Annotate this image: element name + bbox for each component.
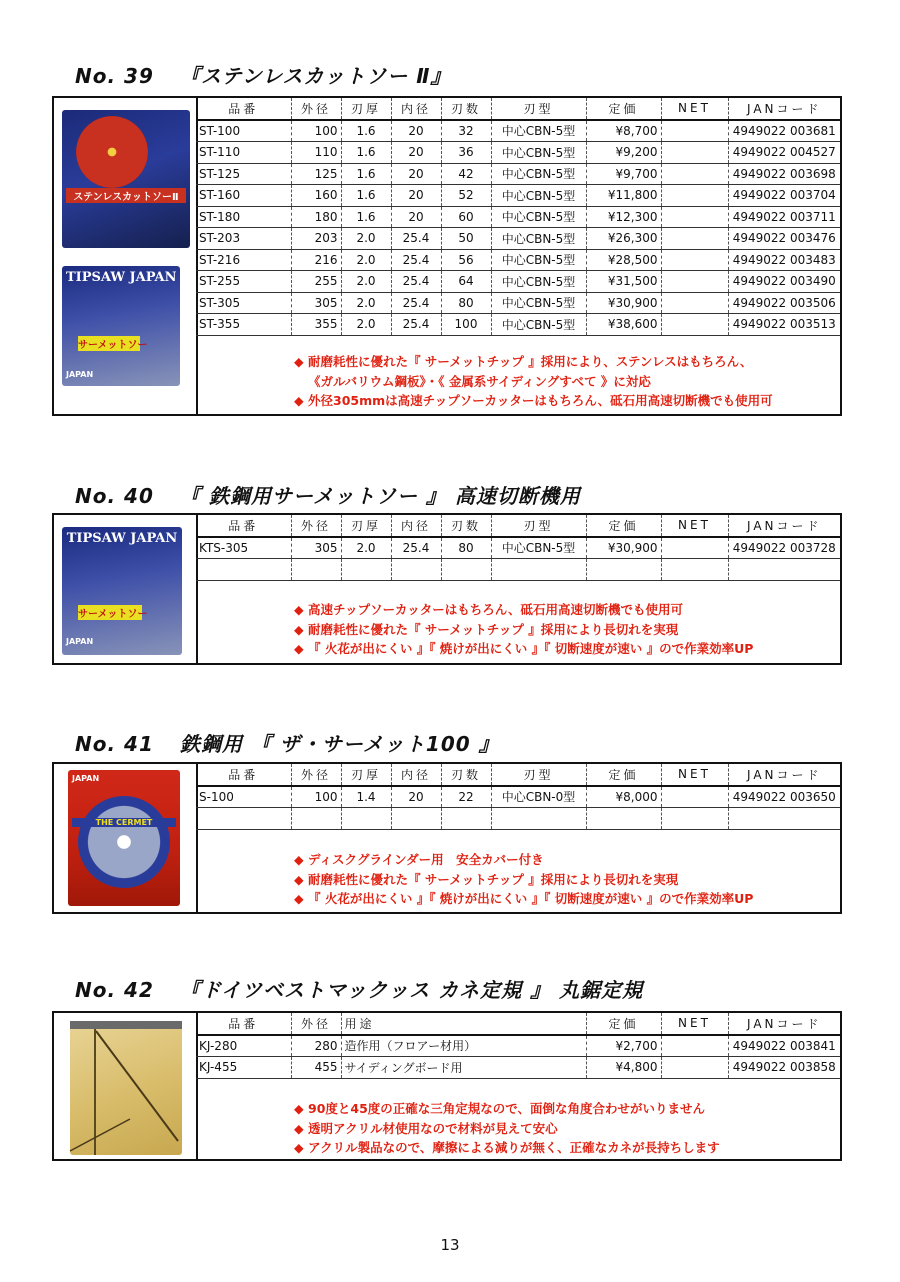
brand-label: TIPSAW JAPAN <box>66 270 177 285</box>
spec-rows <box>196 120 840 336</box>
feature-notes <box>294 1099 830 1158</box>
table-row <box>196 206 840 228</box>
table-cell: ST-110 <box>196 142 291 164</box>
product-box-41 <box>52 762 842 914</box>
table-cell <box>661 537 728 559</box>
table-cell: ST-125 <box>196 163 291 185</box>
col-header: 刃厚 <box>341 764 391 786</box>
table-cell: 2.0 <box>341 537 391 559</box>
table-cell: 1.6 <box>341 206 391 228</box>
col-header: 内径 <box>391 764 441 786</box>
col-header: 刃数 <box>441 764 491 786</box>
col-header: JANコード <box>728 764 840 786</box>
diamond-icon: ◆ <box>294 1101 304 1116</box>
saw-blade-icon <box>76 116 148 188</box>
diamond-icon: ◆ <box>294 602 304 617</box>
table-cell: 2.0 <box>341 314 391 336</box>
table-cell: 60 <box>441 206 491 228</box>
table-cell: ST-203 <box>196 228 291 250</box>
table-cell <box>196 808 291 830</box>
table-cell: 20 <box>391 206 441 228</box>
table-cell <box>661 1057 728 1079</box>
table-row <box>196 120 840 142</box>
note-item: ◆ 90度と45度の正確な三角定規なので、面倒な角度合わせがいりません <box>294 1099 830 1119</box>
package-label: THE CERMET <box>72 818 176 827</box>
table-cell <box>661 228 728 250</box>
col-header: 刃型 <box>491 98 586 120</box>
table-cell: 110 <box>291 142 341 164</box>
col-header: JANコード <box>728 515 840 537</box>
table-cell: 中心CBN-5型 <box>491 185 586 207</box>
table-cell: 4949022 003506 <box>728 292 840 314</box>
col-header: NET <box>661 1013 728 1035</box>
table-cell: 36 <box>441 142 491 164</box>
table-cell: 中心CBN-5型 <box>491 292 586 314</box>
section-heading <box>75 60 451 89</box>
diamond-icon: ◆ <box>294 871 304 887</box>
col-header: 刃数 <box>441 98 491 120</box>
table-cell: 25.4 <box>391 314 441 336</box>
saw-blade-icon <box>78 796 170 888</box>
table-cell: 中心CBN-5型 <box>491 163 586 185</box>
spec-table <box>196 1013 840 1079</box>
table-cell <box>196 559 291 581</box>
table-cell: 255 <box>291 271 341 293</box>
table-cell <box>661 1035 728 1057</box>
col-header: 定価 <box>586 764 661 786</box>
table-cell: 1.6 <box>341 185 391 207</box>
table-cell: ¥2,700 <box>586 1035 661 1057</box>
spec-rows <box>196 786 840 830</box>
diamond-icon: ◆ <box>294 641 304 656</box>
col-header: 品番 <box>196 98 291 120</box>
table-cell <box>661 185 728 207</box>
spec-rows <box>196 537 840 581</box>
table-row <box>196 271 840 293</box>
table-cell: 100 <box>291 786 341 808</box>
col-header: 内径 <box>391 98 441 120</box>
package-label: ステンレスカットソーⅡ <box>66 188 186 203</box>
table-cell <box>391 808 441 830</box>
diamond-icon: ◆ <box>294 621 304 637</box>
table-cell: 355 <box>291 314 341 336</box>
table-cell: 56 <box>441 249 491 271</box>
note-item: ◆ 『 火花が出にくい 』『 焼けが出にくい 』『 切断速度が速い 』ので作業効率UP <box>294 889 830 909</box>
table-cell: ST-305 <box>196 292 291 314</box>
table-cell: ¥8,700 <box>586 120 661 142</box>
table-cell: 4949022 003483 <box>728 249 840 271</box>
section-number: No. 41 <box>75 732 154 756</box>
spec-rows <box>196 1035 840 1079</box>
product-image-package <box>62 110 190 248</box>
diamond-icon: ◆ <box>294 354 304 369</box>
col-header: NET <box>661 98 728 120</box>
table-cell: 2.0 <box>341 249 391 271</box>
table-cell: 455 <box>291 1057 341 1079</box>
table-cell: ¥38,600 <box>586 314 661 336</box>
note-item: ◆ 『 火花が出にくい 』『 焼けが出にくい 』『 切断速度が速い 』ので作業効率UP <box>294 639 830 659</box>
diamond-icon: ◆ <box>294 393 304 408</box>
table-cell <box>391 559 441 581</box>
table-cell <box>341 559 391 581</box>
table-row <box>196 228 840 250</box>
package-label: サーメットソー <box>78 336 140 351</box>
table-cell: 4949022 003711 <box>728 206 840 228</box>
section-title: 『 鉄鋼用サーメットソー 』 高速切断機用 <box>180 484 581 508</box>
table-cell: 中心CBN-5型 <box>491 206 586 228</box>
page-number: 13 <box>440 1236 460 1254</box>
table-cell: 中心CBN-5型 <box>491 271 586 293</box>
product-photo <box>54 515 198 663</box>
section-number: No. 40 <box>75 484 154 508</box>
table-cell <box>441 808 491 830</box>
feature-notes <box>294 850 830 909</box>
table-cell <box>661 142 728 164</box>
product-photo <box>54 764 198 912</box>
table-cell: 4949022 003681 <box>728 120 840 142</box>
table-cell: ST-255 <box>196 271 291 293</box>
table-row <box>196 185 840 207</box>
table-cell: 造作用（フロアー材用） <box>341 1035 586 1057</box>
product-image-package <box>68 770 180 906</box>
note-item: ◆ 外径305mmは高速チップソーカッターはもちろん、砥石用高速切断機でも使用可 <box>294 391 830 411</box>
table-cell: 80 <box>441 292 491 314</box>
col-header: 外径 <box>291 1013 341 1035</box>
table-cell <box>491 808 586 830</box>
table-cell: 1.6 <box>341 120 391 142</box>
note-item: ◆ 高速チップソーカッターはもちろん、砥石用高速切断機でも使用可 <box>294 600 830 620</box>
col-header: JANコード <box>728 98 840 120</box>
table-cell: 4949022 003704 <box>728 185 840 207</box>
table-row <box>196 537 840 559</box>
table-cell: 4949022 004527 <box>728 142 840 164</box>
section-title: 鉄鋼用 『 ザ・サーメット100 』 <box>180 732 500 756</box>
product-photo <box>54 1013 198 1159</box>
table-cell: 22 <box>441 786 491 808</box>
table-cell: 50 <box>441 228 491 250</box>
spec-table <box>196 764 840 830</box>
col-header: 外径 <box>291 764 341 786</box>
table-row <box>196 142 840 164</box>
col-header: 内径 <box>391 515 441 537</box>
product-image-package <box>62 527 182 655</box>
table-cell <box>661 808 728 830</box>
table-cell: 305 <box>291 537 341 559</box>
spec-table <box>196 515 840 581</box>
table-cell: 52 <box>441 185 491 207</box>
col-header: 刃型 <box>491 764 586 786</box>
maker-label: JAPAN <box>66 370 94 379</box>
table-row <box>196 1057 840 1079</box>
col-header: 品番 <box>196 764 291 786</box>
col-header: 定価 <box>586 1013 661 1035</box>
col-header: 刃厚 <box>341 515 391 537</box>
table-cell: 4949022 003698 <box>728 163 840 185</box>
table-cell: 25.4 <box>391 271 441 293</box>
section-title: 『ステンレスカットソー Ⅱ』 <box>180 64 452 88</box>
diamond-icon: ◆ <box>294 1140 304 1155</box>
feature-notes <box>294 352 830 411</box>
table-cell <box>586 559 661 581</box>
table-cell: 80 <box>441 537 491 559</box>
table-cell: 4949022 003841 <box>728 1035 840 1057</box>
table-cell: 中心CBN-5型 <box>491 314 586 336</box>
table-cell: ST-216 <box>196 249 291 271</box>
table-cell: KTS-305 <box>196 537 291 559</box>
diamond-icon: ◆ <box>294 1120 304 1136</box>
table-cell: 4949022 003513 <box>728 314 840 336</box>
table-cell: 100 <box>291 120 341 142</box>
col-header: 刃型 <box>491 515 586 537</box>
table-cell: 2.0 <box>341 228 391 250</box>
col-header: 用途 <box>341 1013 586 1035</box>
col-header: 刃数 <box>441 515 491 537</box>
table-cell: ¥8,000 <box>586 786 661 808</box>
table-cell: ¥30,900 <box>586 292 661 314</box>
table-cell: ¥12,300 <box>586 206 661 228</box>
diamond-icon: ◆ <box>294 891 304 906</box>
table-cell: ¥28,500 <box>586 249 661 271</box>
section-heading <box>75 480 581 509</box>
table-cell: 4949022 003490 <box>728 271 840 293</box>
table-cell: 216 <box>291 249 341 271</box>
table-cell: 125 <box>291 163 341 185</box>
product-box-40 <box>52 513 842 665</box>
table-cell: 4949022 003476 <box>728 228 840 250</box>
col-header: 外径 <box>291 515 341 537</box>
table-cell: ST-180 <box>196 206 291 228</box>
table-cell <box>586 808 661 830</box>
table-row <box>196 1035 840 1057</box>
table-cell <box>661 163 728 185</box>
table-row <box>196 559 840 581</box>
table-cell: 203 <box>291 228 341 250</box>
col-header: JANコード <box>728 1013 840 1035</box>
table-cell: 1.4 <box>341 786 391 808</box>
table-row <box>196 314 840 336</box>
table-cell: ¥11,800 <box>586 185 661 207</box>
col-header: 品番 <box>196 1013 291 1035</box>
table-cell: ST-355 <box>196 314 291 336</box>
table-cell: KJ-280 <box>196 1035 291 1057</box>
product-box-42 <box>52 1011 842 1161</box>
table-cell: ¥26,300 <box>586 228 661 250</box>
spec-table <box>196 98 840 336</box>
table-cell <box>661 120 728 142</box>
table-cell: 25.4 <box>391 249 441 271</box>
table-cell: 2.0 <box>341 292 391 314</box>
table-cell: 1.6 <box>341 163 391 185</box>
maker-label: JAPAN <box>66 637 94 646</box>
maker-label: JAPAN <box>72 774 100 783</box>
table-cell <box>441 559 491 581</box>
table-cell: 20 <box>391 786 441 808</box>
section-number: No. 39 <box>75 64 154 88</box>
section-title: 『ドイツベストマックッス カネ定規 』 丸鋸定規 <box>180 978 644 1002</box>
table-cell <box>291 808 341 830</box>
table-cell: サイディングボード用 <box>341 1057 586 1079</box>
col-header: 定価 <box>586 515 661 537</box>
table-cell <box>661 249 728 271</box>
note-item: ◆ 耐磨耗性に優れた『 サーメットチップ 』採用により長切れを実現 <box>294 870 830 890</box>
table-cell: 280 <box>291 1035 341 1057</box>
table-row <box>196 292 840 314</box>
feature-notes <box>294 600 830 659</box>
table-cell <box>291 559 341 581</box>
product-image-package <box>62 266 180 386</box>
table-cell <box>661 786 728 808</box>
table-cell: 20 <box>391 185 441 207</box>
note-item: ◆ 耐磨耗性に優れた『 サーメットチップ 』採用により長切れを実現 <box>294 620 830 640</box>
table-cell: ¥4,800 <box>586 1057 661 1079</box>
col-header: 定価 <box>586 98 661 120</box>
table-cell: 2.0 <box>341 271 391 293</box>
table-cell: 中心CBN-5型 <box>491 142 586 164</box>
table-cell <box>661 314 728 336</box>
table-cell: ¥31,500 <box>586 271 661 293</box>
product-photo <box>54 98 198 414</box>
col-header: 外径 <box>291 98 341 120</box>
table-cell: 42 <box>441 163 491 185</box>
table-cell: 4949022 003650 <box>728 786 840 808</box>
table-cell: S-100 <box>196 786 291 808</box>
table-cell <box>728 808 840 830</box>
triangle-ruler-icon <box>70 1021 182 1155</box>
table-cell: 中心CBN-5型 <box>491 537 586 559</box>
table-cell: 25.4 <box>391 537 441 559</box>
note-item: ◆ 透明アクリル材使用なので材料が見えて安心 <box>294 1119 830 1139</box>
package-label: サーメットソー <box>78 605 142 620</box>
table-cell: 中心CBN-5型 <box>491 228 586 250</box>
table-cell: 305 <box>291 292 341 314</box>
table-row <box>196 786 840 808</box>
table-cell: 4949022 003728 <box>728 537 840 559</box>
note-item: 《ガルバリウム鋼板》・《 金属系サイディングすべて 》に対応 <box>308 373 651 389</box>
table-cell <box>728 559 840 581</box>
table-cell: 100 <box>441 314 491 336</box>
section-number: No. 42 <box>75 978 154 1002</box>
table-cell: 180 <box>291 206 341 228</box>
section-heading <box>75 728 500 757</box>
diamond-icon: ◆ <box>294 852 304 867</box>
table-cell: 中心CBN-5型 <box>491 249 586 271</box>
product-box-39 <box>52 96 842 416</box>
note-item: ◆ アクリル製品なので、摩擦による減りが無く、正確なカネが長持ちします <box>294 1138 830 1158</box>
table-cell <box>661 559 728 581</box>
table-cell <box>661 271 728 293</box>
table-cell: 中心CBN-0型 <box>491 786 586 808</box>
table-cell: ST-160 <box>196 185 291 207</box>
table-cell: 20 <box>391 142 441 164</box>
table-cell: 32 <box>441 120 491 142</box>
table-cell: ¥9,200 <box>586 142 661 164</box>
col-header: 刃厚 <box>341 98 391 120</box>
table-row <box>196 808 840 830</box>
table-cell <box>661 292 728 314</box>
table-cell: ¥30,900 <box>586 537 661 559</box>
table-row <box>196 249 840 271</box>
table-cell: 25.4 <box>391 292 441 314</box>
table-cell: 160 <box>291 185 341 207</box>
col-header: NET <box>661 764 728 786</box>
note-item: ◆ 耐磨耗性に優れた『 サーメットチップ 』採用により、ステンレスはもちろん、 <box>294 352 830 372</box>
table-cell: 4949022 003858 <box>728 1057 840 1079</box>
table-cell: KJ-455 <box>196 1057 291 1079</box>
col-header: 品番 <box>196 515 291 537</box>
product-image-ruler <box>70 1021 182 1155</box>
table-cell <box>661 206 728 228</box>
table-row <box>196 163 840 185</box>
table-cell: ST-100 <box>196 120 291 142</box>
table-cell <box>341 808 391 830</box>
table-cell: 25.4 <box>391 228 441 250</box>
note-item: ◆ ディスクグラインダー用 安全カバー付き <box>294 850 830 870</box>
table-cell: 20 <box>391 120 441 142</box>
table-cell: 中心CBN-5型 <box>491 120 586 142</box>
table-cell: 64 <box>441 271 491 293</box>
brand-label: TIPSAW JAPAN <box>66 531 178 546</box>
table-cell: ¥9,700 <box>586 163 661 185</box>
table-cell: 20 <box>391 163 441 185</box>
table-cell: 1.6 <box>341 142 391 164</box>
col-header: NET <box>661 515 728 537</box>
table-cell <box>491 559 586 581</box>
section-heading <box>75 974 643 1003</box>
